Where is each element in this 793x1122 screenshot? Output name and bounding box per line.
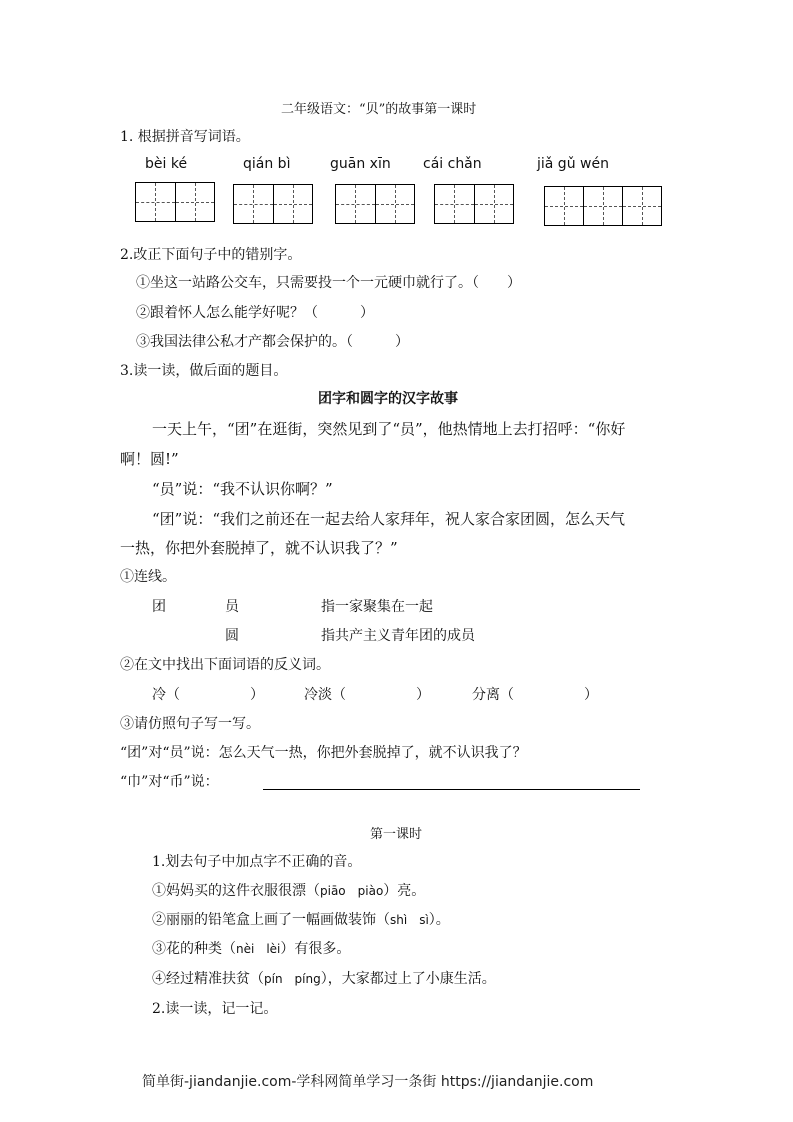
match-meaning-2[interactable]: 指共产主义青年团的成员 [321,628,475,644]
q2-item-3: ③我国法律公私才产都会保护的。（ ） [136,334,409,350]
grid-cell[interactable] [376,185,415,223]
story-para-1-line-1: 一天上午，“团”在逛街，突然见到了“员”，他热情地上去打招呼：“你好 [152,420,626,438]
pron-options[interactable]: shì sì [390,913,429,927]
story-para-3-line-2: 一热，你把外套脱掉了，就不认识我了？” [120,539,398,557]
story-para-1-line-2: 啊！圆!” [120,450,179,468]
story-title: 团字和圆字的汉字故事 [318,391,458,407]
pron-item-text: ）亮。 [383,883,426,899]
pron-item-4 [152,968,496,988]
antonym-item-1[interactable]: 冷（ ） [152,687,264,703]
grid-cell[interactable] [176,183,215,221]
antonym-item-3[interactable]: 分离（ ） [472,687,598,703]
sub3-prompt: ③请仿照句子写一写。 [120,716,260,732]
pinyin-4: cái chǎn [423,156,482,172]
section-title: 第一课时 [370,827,423,842]
sub3-example: “团”对“员”说：怎么天气一热，你把外套脱掉了，就不认识我了？ [120,745,527,761]
section2-q2-prompt: 2.读一读，记一记。 [152,1001,278,1017]
pron-options[interactable]: nèi lèi [236,942,281,956]
writing-grid-2[interactable] [233,184,313,224]
q1-prompt: 1. 根据拼音写词语。 [120,129,250,145]
pron-item-text: ④经过精准扶贫（ [152,971,264,987]
footer-watermark: 简单街-jiandanjie.com-学科网简单学习一条街 https://jiandanjie.com [142,1074,594,1090]
writing-grid-3[interactable] [335,184,415,224]
section2-q1-prompt: 1.划去句子中加点字不正确的音。 [152,854,362,870]
grid-cell[interactable] [584,187,623,225]
pron-options[interactable]: pín píng [264,972,321,986]
q2-item-1: ①坐这一站路公交车，只需要投一个一元硬巾就行了。（ ） [136,275,521,291]
q2-prompt: 2.改正下面句子中的错别字。 [120,247,302,263]
pron-item-text: ③花的种类（ [152,941,236,957]
pron-item-3 [152,938,350,958]
answer-line[interactable] [263,789,640,790]
sub2-prompt: ②在文中找出下面词语的反义词。 [120,657,330,673]
pron-item-text: ），大家都过上了小康生活。 [320,971,496,987]
grid-cell[interactable] [136,183,176,221]
match-char-yuan-round[interactable]: 圆 [225,628,239,644]
match-char-yuan[interactable]: 员 [225,599,239,615]
pinyin-5: jiǎ gǔ wén [537,156,609,172]
grid-cell[interactable] [234,185,274,223]
pron-item-text: ）。 [428,912,450,928]
pron-item-text: ②丽丽的铅笔盒上画了一幅画做装饰（ [152,912,390,928]
pron-item-text: ）有很多。 [280,941,351,957]
sub1-prompt: ①连线。 [120,569,176,585]
pron-options[interactable]: piāo piào [320,884,384,898]
sub3-task: “巾”对“币”说： [120,774,219,790]
q2-item-2: ②跟着怀人怎么能学好呢？（ ） [136,305,374,321]
writing-grid-1[interactable] [135,182,215,222]
match-char-tuan[interactable]: 团 [152,599,166,615]
writing-grid-5[interactable] [544,186,662,226]
grid-cell[interactable] [623,187,661,225]
grid-cell[interactable] [435,185,475,223]
grid-cell[interactable] [475,185,514,223]
match-meaning-1[interactable]: 指一家聚集在一起 [321,599,433,615]
story-para-3-line-1: “团”说：“我们之前还在一起去给人家拜年，祝人家合家团圆，怎么天气 [152,510,626,528]
pron-item-2 [152,909,450,929]
pinyin-3: guān xīn [330,156,391,172]
grid-cell[interactable] [274,185,313,223]
pinyin-2: qián bì [243,156,291,172]
page-title: 二年级语文：“贝”的故事第一课时 [281,102,477,117]
pinyin-1: bèi ké [145,156,188,172]
pron-item-text: ①妈妈买的这件衣服很漂（ [152,883,320,899]
writing-grid-4[interactable] [434,184,514,224]
grid-cell[interactable] [545,187,584,225]
pron-item-1 [152,880,425,900]
grid-cell[interactable] [336,185,376,223]
antonym-item-2[interactable]: 冷淡（ ） [304,687,430,703]
story-para-2: “员”说：“我不认识你啊？” [152,480,333,498]
q3-prompt: 3.读一读，做后面的题目。 [120,363,288,379]
